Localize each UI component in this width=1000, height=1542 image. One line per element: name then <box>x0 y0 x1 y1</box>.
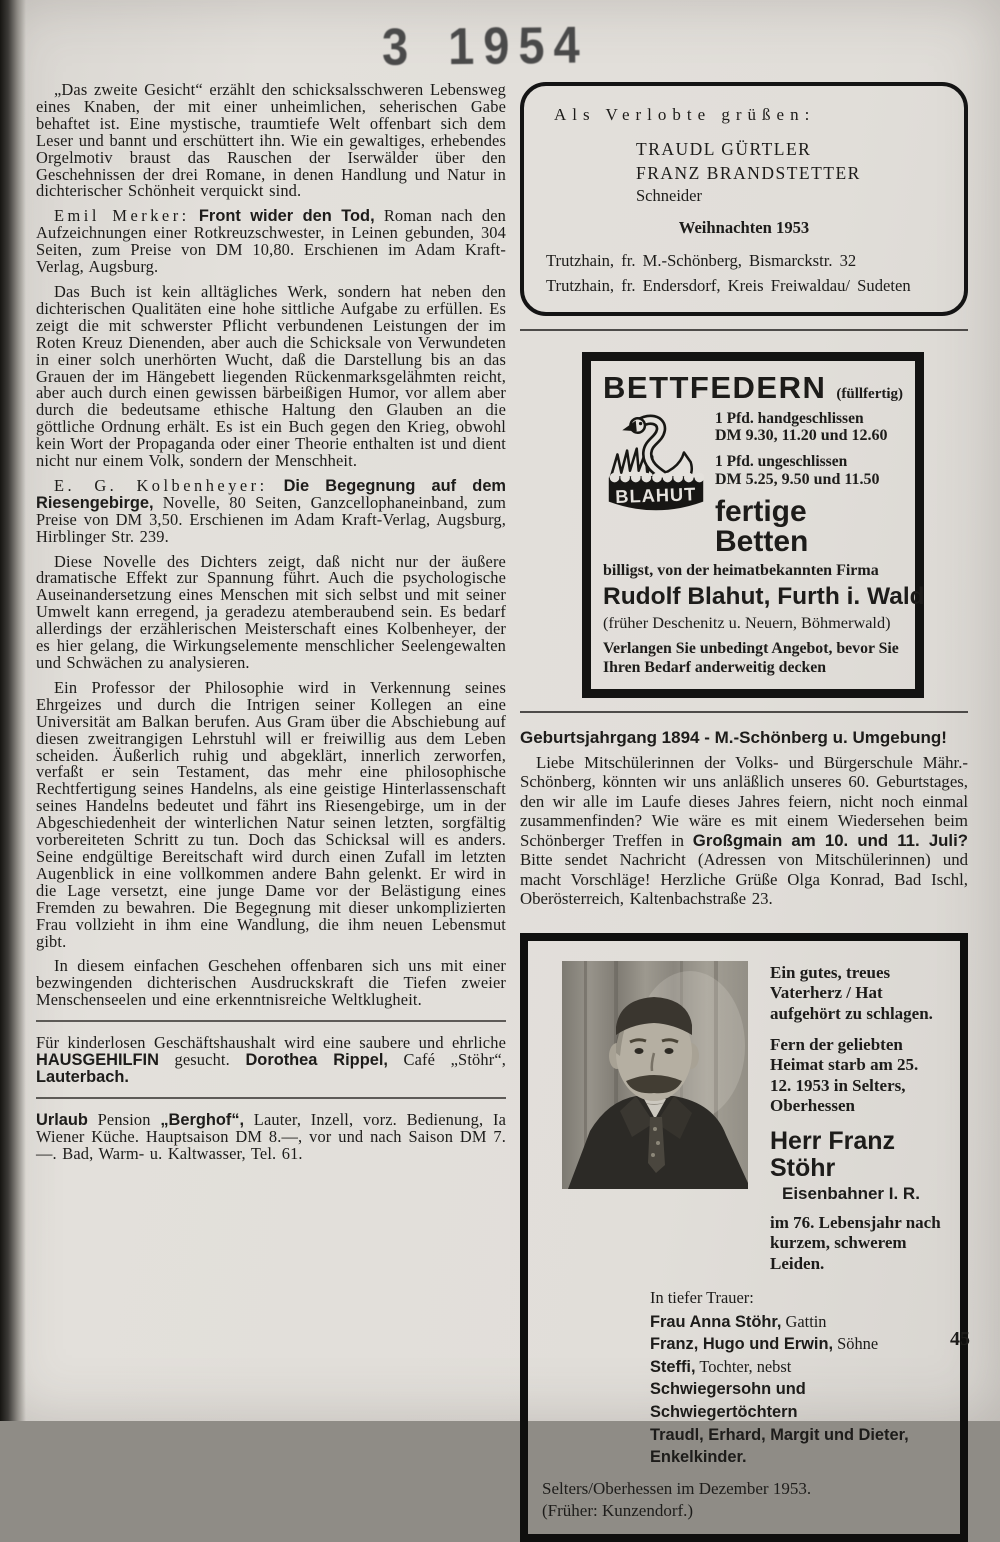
portrait-photo <box>562 961 748 1189</box>
obituary-former-residence: (Früher: Kunzendorf.) <box>542 1500 694 1520</box>
swan-logo <box>603 410 709 558</box>
deceased-title: Eisenbahner I. R. <box>782 1183 920 1203</box>
review-paragraph: Emil Merker: Front wider den Tod, Roman nach den Aufzeichnungen einer Rotkreuzschwester, in Leinen gebunden, 304 Seiten, zum Preise von DM 10,80. Erschienen im Adam Kraft-Verlag, Augsburg. <box>36 206 506 277</box>
obituary-notice: Fern der geliebten Heimat starb am 25. 12. 1953 in Selters, Oberhessen <box>770 1035 919 1116</box>
mourner-row: Enkelkinder. <box>650 1448 747 1467</box>
reunion-body: Liebe Mitschülerinnen der Volks- und Bürgerschule Mähr.-Schönberg, könnten wir uns anläßlich unseres 60. Geburtstages, den wir alle im Laufe dieses Jahres feiern, nicht noch einmal zusammenfinden? Wie wäre es mit einem Wiedersehen beim Schönberger Treffen in Großgmain am 10. und 11. Juli? Bitte sendet Nachricht (Adressen von Mitschülerinnen) und macht Vorschläge! Herzliche Grüße Olga Konrad, Bad Ischl, Oberösterreich, Kaltenbachstraße 23. <box>520 752 968 909</box>
classified-ad: Urlaub Pension „Berghof“, Lauter, Inzell, vorz. Bedienung, Ia Wiener Küche. Hauptsaison DM 8.—, vor und nach Saison DM 7.—. Bad, Warm- u. Kaltwasser, Tel. 61. <box>36 1109 506 1163</box>
mourner-row: Steffi, Tochter, nebst <box>650 1356 792 1376</box>
engagement-name: TRAUDL GÜRTLER <box>636 139 812 159</box>
mourner-row: Schwiegersohn und Schwiegertöchtern <box>650 1380 806 1422</box>
engagement-address: Trutzhain, fr. Endersdorf, Kreis Freiwaldau/ Sudeten <box>546 275 911 295</box>
obituary-verse: Ein gutes, treues Vaterherz / Hat aufgehört zu schlagen. <box>770 962 933 1023</box>
issue-year: 1954 <box>447 15 590 76</box>
divider <box>520 711 968 713</box>
ad-company-note: (früher Deschenitz u. Neuern, Böhmerwald) <box>603 613 891 632</box>
engagement-address: Trutzhain, fr. M.-Schönberg, Bismarckstr. 32 <box>546 250 857 270</box>
obituary-age-line: im 76. Lebensjahr nach kurzem, schwerem Leiden. <box>770 1212 941 1274</box>
reunion-notice <box>520 728 968 909</box>
obituary-place-date: Selters/Oberhessen im Dezember 1953. <box>542 1479 812 1499</box>
ad-call-to-action: Verlangen Sie unbedingt Angebot, bevor Sie Ihren Bedarf anderweitig decken <box>603 640 899 676</box>
engagement-greeting: Als Verlobte grüßen: <box>554 105 816 124</box>
ad-company: Rudolf Blahut, Furth i. Wald <box>603 583 925 610</box>
review-paragraph: Ein Professor der Philosophie wird in Verkennung seines Ehrgeizes und durch die Intrigen seiner Kollegen an eine Universität am Balkan berufen. Aus Gram über die Abschiebung auf diesen zweitrangigen Lehrstuhl will er freiwillig aus dem Leben scheiden. Äußerlich ruhig und abgeklärt, innerlich zerworfen, verfaßt er sein Testament, das mehr eine philosophische Rechtfertigung seines Handelns, als eine geistige Hinterlassenschaft seines Handelns bedeutet und fährt ins Riesengebirge, um in der Abgeschiedenheit der winterlichen Natur seinen letzten, sorgfältig vorbereiteten Schritt zu tun. Doch das Schicksal will es anders. Seine endgültige Bereitschaft wird durch einen Zufall im letzten Augenblick in eine vollkommen andere Bahn gelenkt. Er wird in die Lage versetzt, eine junge Dame vor der Belästigung eines Fremden zu bewahren. Die Begegnung mit dieser unkomplizierten Frau vollzieht in ihm eine Wandlung, die ihm neuen Lebensmut gibt. <box>36 677 506 951</box>
mourner-row: Frau Anna Stöhr, Gattin <box>650 1311 827 1331</box>
engagement-announcement <box>520 82 968 316</box>
issue-number: 3 <box>381 17 409 76</box>
price-values: DM 5.25, 9.50 und 11.50 <box>715 470 880 488</box>
obituary <box>520 933 968 1542</box>
left-column <box>36 82 506 1171</box>
engagement-name: FRANZ BRANDSTETTER <box>636 163 861 184</box>
review-paragraph: Das Buch ist kein alltägliches Werk, sondern hat neben den dichterischen Qualitäten eine hohe sittliche Aufgabe zu erfüllen. Es zeigt die mit schwerster Pflicht verbundenen Leistungen der im Roten Kreuz Dienenden, aber auch die Schicksale von Verwundeten in einer solch unerhörten Wucht, daß die Darstellung bis an das Grauen der im Hängebett liegenden Rückenmarksgelähmten reicht, aber auch durch einen gewissen bärbeißigen Humor, vor allem aber durch die bedeutsame ethische Haltung den Glauben an die göttliche Ordnung erhält. Es ist ein Buch gegen den Krieg, obwohl kein Wort der Propaganda oder einer Theorie enthalten ist und dient nicht nur einem Volk, sondern der Menschheit. <box>36 281 506 471</box>
svg-text:BLAHUT: BLAHUT <box>614 482 697 507</box>
review-paragraph: Diese Novelle des Dichters zeigt, daß nicht nur der äußere dramatische Effekt zur Spannung führt. Auch die psychologische Auseinandersetzung eines Menschen mit sich selbst und mit seiner Umwelt kann erregend, ja geradezu atemberaubend sein. Es bedarf allerdings der erzählerischen Meisterschaft eines Kolbenheyer, der es hier gelang, die Wirkungselemente menschlicher Seelengewalten und Schwächen zu analysieren. <box>36 551 506 672</box>
page-number: 45 <box>950 1328 970 1350</box>
book-spine-shadow <box>0 0 26 1421</box>
price-label: 1 Pfd. ungeschlissen <box>715 453 848 471</box>
ad-subtitle: fertige Betten <box>715 495 809 558</box>
issue-stamp <box>382 14 589 77</box>
ad-title-note: (füllfertig) <box>836 385 904 402</box>
mourner-row: Franz, Hugo und Erwin, Söhne <box>650 1334 879 1354</box>
review-paragraph: „Das zweite Gesicht“ erzählt den schicksalsschweren Lebensweg eines Knaben, der mit einer unheimlichen, seherischen Gabe behaftet ist. Eine mystische, traumtiefe Welt offenbart sich dem Leser und bannt und erschüttert ihn. Wie ein gewaltiges, erhebendes Orgelmotiv braust das Rauschen der Iserwälder über den Geschehnissen der drei Romane, in denen Handlung und Natur in dichterischer Schönheit verquickt sind. <box>36 80 506 201</box>
price-values: DM 9.30, 11.20 und 12.60 <box>715 426 888 444</box>
engagement-date: Weihnachten 1953 <box>678 217 810 237</box>
mourner-row: Traudl, Erhard, Margit und Dieter, <box>650 1425 909 1444</box>
bettfedern-ad <box>582 352 924 698</box>
mourning-label: In tiefer Trauer: <box>650 1287 754 1307</box>
deceased-name: Herr Franz Stöhr <box>770 1126 896 1183</box>
divider <box>36 1097 506 1099</box>
engagement-profession: Schneider <box>636 186 702 206</box>
ad-tagline: billigst, von der heimatbekannten Firma <box>603 562 879 579</box>
review-paragraph: E. G. Kolbenheyer: Die Begegnung auf dem Riesengebirge, Novelle, 80 Seiten, Ganzcellophaneinband, zum Preise von DM 3,50. Erschienen im Adam Kraft-Verlag, Augsburg, Hirblinger Str. 239. <box>36 475 507 546</box>
divider <box>520 329 968 331</box>
classified-ad: Für kinderlosen Geschäftshaushalt wird eine saubere und ehrliche HAUSGEHILFIN gesucht. Dorothea Rippel, Café „Stöhr“, Lauterbach. <box>36 1033 506 1086</box>
reunion-headline: Geburtsjahrgang 1894 - M.-Schönberg u. Umgebung! <box>520 727 947 747</box>
mourners-list <box>650 1287 948 1469</box>
review-paragraph: In diesem einfachen Geschehen offenbaren sich uns mit einer bezwingenden dichterischen Ausdruckskraft die Tiefen zweier Menschenseelen und eine erkenntnisreiche Weltklugheit. <box>36 956 506 1010</box>
right-column <box>520 82 968 1542</box>
price-label: 1 Pfd. handgeschlissen <box>715 409 864 427</box>
ad-title: BETTFEDERN <box>603 369 827 405</box>
divider <box>36 1020 506 1022</box>
